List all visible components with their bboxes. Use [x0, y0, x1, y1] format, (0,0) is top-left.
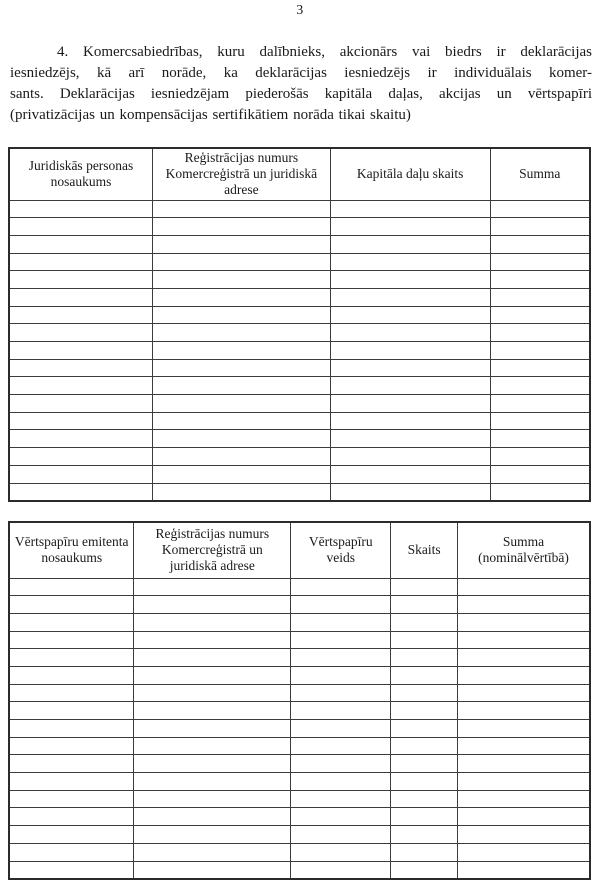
empty-cell — [9, 773, 134, 791]
empty-cell — [330, 412, 490, 430]
column-header: Vērtspapīru emitenta nosaukums — [9, 522, 134, 578]
empty-cell — [134, 649, 291, 667]
empty-cell — [134, 790, 291, 808]
column-header: Summa — [490, 148, 590, 200]
empty-cell — [153, 218, 331, 236]
empty-cell — [291, 666, 391, 684]
table-row — [9, 448, 590, 466]
empty-cell — [330, 200, 490, 218]
table-row — [9, 613, 590, 631]
table-row — [9, 359, 590, 377]
empty-cell — [153, 342, 331, 360]
empty-cell — [391, 773, 458, 791]
table-row — [9, 755, 590, 773]
table-row — [9, 395, 590, 413]
empty-cell — [391, 790, 458, 808]
empty-cell — [490, 395, 590, 413]
empty-cell — [134, 773, 291, 791]
empty-cell — [153, 200, 331, 218]
empty-cell — [9, 200, 153, 218]
empty-cell — [391, 861, 458, 879]
empty-cell — [9, 483, 153, 501]
table-row — [9, 720, 590, 738]
empty-cell — [153, 412, 331, 430]
empty-cell — [9, 324, 153, 342]
empty-cell — [490, 465, 590, 483]
table-row — [9, 465, 590, 483]
empty-cell — [9, 359, 153, 377]
empty-cell — [458, 755, 591, 773]
empty-cell — [490, 377, 590, 395]
empty-cell — [9, 465, 153, 483]
empty-cell — [9, 235, 153, 253]
column-header: Vērtspapīru veids — [291, 522, 391, 578]
empty-cell — [391, 702, 458, 720]
empty-cell — [9, 288, 153, 306]
empty-cell — [9, 861, 134, 879]
header-row — [9, 148, 590, 200]
empty-cell — [391, 808, 458, 826]
empty-cell — [9, 666, 134, 684]
empty-cell — [9, 613, 134, 631]
empty-cell — [458, 613, 591, 631]
empty-cell — [9, 755, 134, 773]
empty-cell — [9, 808, 134, 826]
empty-cell — [9, 430, 153, 448]
empty-cell — [291, 843, 391, 861]
empty-cell — [291, 720, 391, 738]
empty-cell — [153, 288, 331, 306]
empty-cell — [291, 649, 391, 667]
column-header: Reģistrācijas numurs Komercreģistrā un juridiskā adrese — [134, 522, 291, 578]
table-header — [9, 148, 590, 200]
page-number: 3 — [296, 3, 304, 18]
empty-cell — [291, 702, 391, 720]
table-body — [9, 578, 590, 879]
table-row — [9, 684, 590, 702]
table-row — [9, 578, 590, 596]
empty-cell — [330, 306, 490, 324]
empty-cell — [391, 613, 458, 631]
table-row — [9, 253, 590, 271]
empty-cell — [134, 684, 291, 702]
table-row — [9, 790, 590, 808]
empty-cell — [153, 306, 331, 324]
empty-cell — [9, 702, 134, 720]
empty-cell — [490, 483, 590, 501]
empty-cell — [330, 359, 490, 377]
empty-cell — [134, 861, 291, 879]
paragraph-line: sants. Deklarācijas iesniedzējam piederošās kapitāla daļas, akcijas un vērtspapīri — [10, 86, 592, 102]
empty-cell — [291, 578, 391, 596]
empty-cell — [458, 790, 591, 808]
empty-cell — [153, 448, 331, 466]
table-row — [9, 412, 590, 430]
empty-cell — [9, 843, 134, 861]
empty-cell — [330, 235, 490, 253]
empty-cell — [153, 430, 331, 448]
empty-cell — [458, 720, 591, 738]
paragraph-line: 4. Komercsabiedrības, kuru dalībnieks, akcionārs vai biedrs ir deklarācijas — [57, 44, 592, 60]
empty-cell — [9, 395, 153, 413]
empty-cell — [330, 342, 490, 360]
empty-cell — [391, 684, 458, 702]
empty-cell — [9, 253, 153, 271]
empty-cell — [330, 483, 490, 501]
empty-cell — [490, 235, 590, 253]
table-row — [9, 702, 590, 720]
empty-cell — [9, 720, 134, 738]
empty-cell — [153, 235, 331, 253]
empty-cell — [330, 395, 490, 413]
empty-cell — [291, 684, 391, 702]
empty-cell — [134, 596, 291, 614]
empty-cell — [490, 288, 590, 306]
empty-cell — [291, 826, 391, 844]
empty-cell — [330, 218, 490, 236]
empty-cell — [330, 271, 490, 289]
empty-cell — [153, 359, 331, 377]
empty-cell — [490, 342, 590, 360]
securities-table — [8, 521, 591, 880]
empty-cell — [9, 412, 153, 430]
empty-cell — [330, 324, 490, 342]
empty-cell — [153, 483, 331, 501]
empty-cell — [458, 596, 591, 614]
table-row — [9, 483, 590, 501]
empty-cell — [490, 430, 590, 448]
table-row — [9, 271, 590, 289]
empty-cell — [9, 342, 153, 360]
empty-cell — [458, 666, 591, 684]
table-row — [9, 218, 590, 236]
empty-cell — [391, 666, 458, 684]
empty-cell — [391, 578, 458, 596]
empty-cell — [291, 790, 391, 808]
column-header: Kapitāla daļu skaits — [330, 148, 490, 200]
table-row — [9, 631, 590, 649]
empty-cell — [134, 720, 291, 738]
empty-cell — [458, 826, 591, 844]
empty-cell — [330, 465, 490, 483]
empty-cell — [291, 861, 391, 879]
empty-cell — [291, 773, 391, 791]
empty-cell — [9, 684, 134, 702]
empty-cell — [9, 271, 153, 289]
table-row — [9, 843, 590, 861]
empty-cell — [490, 359, 590, 377]
empty-cell — [490, 253, 590, 271]
table-row — [9, 649, 590, 667]
table-header — [9, 522, 590, 578]
table-row — [9, 596, 590, 614]
empty-cell — [134, 702, 291, 720]
empty-cell — [330, 253, 490, 271]
empty-cell — [458, 684, 591, 702]
column-header: Skaits — [391, 522, 458, 578]
column-header: Summa (nominālvērtībā) — [458, 522, 591, 578]
column-header: Juridiskās personas nosaukums — [9, 148, 153, 200]
section-4-paragraph — [10, 42, 592, 126]
capital-shares-table — [8, 147, 591, 502]
table-row — [9, 808, 590, 826]
table-body — [9, 200, 590, 501]
empty-cell — [134, 613, 291, 631]
empty-cell — [490, 448, 590, 466]
table-row — [9, 430, 590, 448]
table-row — [9, 861, 590, 879]
empty-cell — [391, 649, 458, 667]
empty-cell — [134, 737, 291, 755]
empty-cell — [458, 702, 591, 720]
empty-cell — [9, 649, 134, 667]
empty-cell — [9, 306, 153, 324]
empty-cell — [490, 271, 590, 289]
table-row — [9, 666, 590, 684]
empty-cell — [9, 596, 134, 614]
empty-cell — [490, 306, 590, 324]
empty-cell — [391, 631, 458, 649]
header-row — [9, 522, 590, 578]
empty-cell — [134, 755, 291, 773]
empty-cell — [9, 448, 153, 466]
empty-cell — [458, 578, 591, 596]
empty-cell — [134, 843, 291, 861]
empty-cell — [134, 578, 291, 596]
empty-cell — [330, 288, 490, 306]
empty-cell — [153, 465, 331, 483]
empty-cell — [391, 737, 458, 755]
empty-cell — [153, 253, 331, 271]
table-row — [9, 324, 590, 342]
empty-cell — [391, 596, 458, 614]
empty-cell — [330, 430, 490, 448]
table-row — [9, 737, 590, 755]
paragraph-line: iesniedzējs, kā arī norāde, ka deklarācijas iesniedzējs ir individuālais komer- — [10, 65, 592, 81]
empty-cell — [391, 720, 458, 738]
table-row — [9, 235, 590, 253]
empty-cell — [9, 578, 134, 596]
empty-cell — [490, 218, 590, 236]
empty-cell — [134, 826, 291, 844]
table-row — [9, 773, 590, 791]
table-row — [9, 826, 590, 844]
empty-cell — [458, 773, 591, 791]
table-row — [9, 306, 590, 324]
empty-cell — [291, 808, 391, 826]
empty-cell — [330, 377, 490, 395]
empty-cell — [9, 377, 153, 395]
empty-cell — [490, 200, 590, 218]
empty-cell — [291, 737, 391, 755]
empty-cell — [330, 448, 490, 466]
empty-cell — [153, 395, 331, 413]
empty-cell — [291, 613, 391, 631]
empty-cell — [291, 596, 391, 614]
empty-cell — [458, 737, 591, 755]
empty-cell — [391, 755, 458, 773]
empty-cell — [153, 324, 331, 342]
empty-cell — [458, 808, 591, 826]
empty-cell — [9, 631, 134, 649]
empty-cell — [490, 324, 590, 342]
empty-cell — [391, 843, 458, 861]
empty-cell — [9, 218, 153, 236]
empty-cell — [291, 631, 391, 649]
paragraph-line: (privatizācijas un kompensācijas sertifikātiem norāda tikai skaitu) — [10, 107, 411, 123]
empty-cell — [9, 790, 134, 808]
table-row — [9, 342, 590, 360]
empty-cell — [458, 861, 591, 879]
table-row — [9, 288, 590, 306]
empty-cell — [458, 843, 591, 861]
empty-cell — [458, 649, 591, 667]
empty-cell — [153, 271, 331, 289]
table-row — [9, 377, 590, 395]
empty-cell — [9, 737, 134, 755]
empty-cell — [134, 666, 291, 684]
empty-cell — [391, 826, 458, 844]
empty-cell — [458, 631, 591, 649]
empty-cell — [490, 412, 590, 430]
empty-cell — [134, 631, 291, 649]
column-header: Reģistrācijas numurs Komercreģistrā un juridiskā adrese — [153, 148, 331, 200]
empty-cell — [153, 377, 331, 395]
empty-cell — [9, 826, 134, 844]
empty-cell — [291, 755, 391, 773]
table-row — [9, 200, 590, 218]
empty-cell — [134, 808, 291, 826]
